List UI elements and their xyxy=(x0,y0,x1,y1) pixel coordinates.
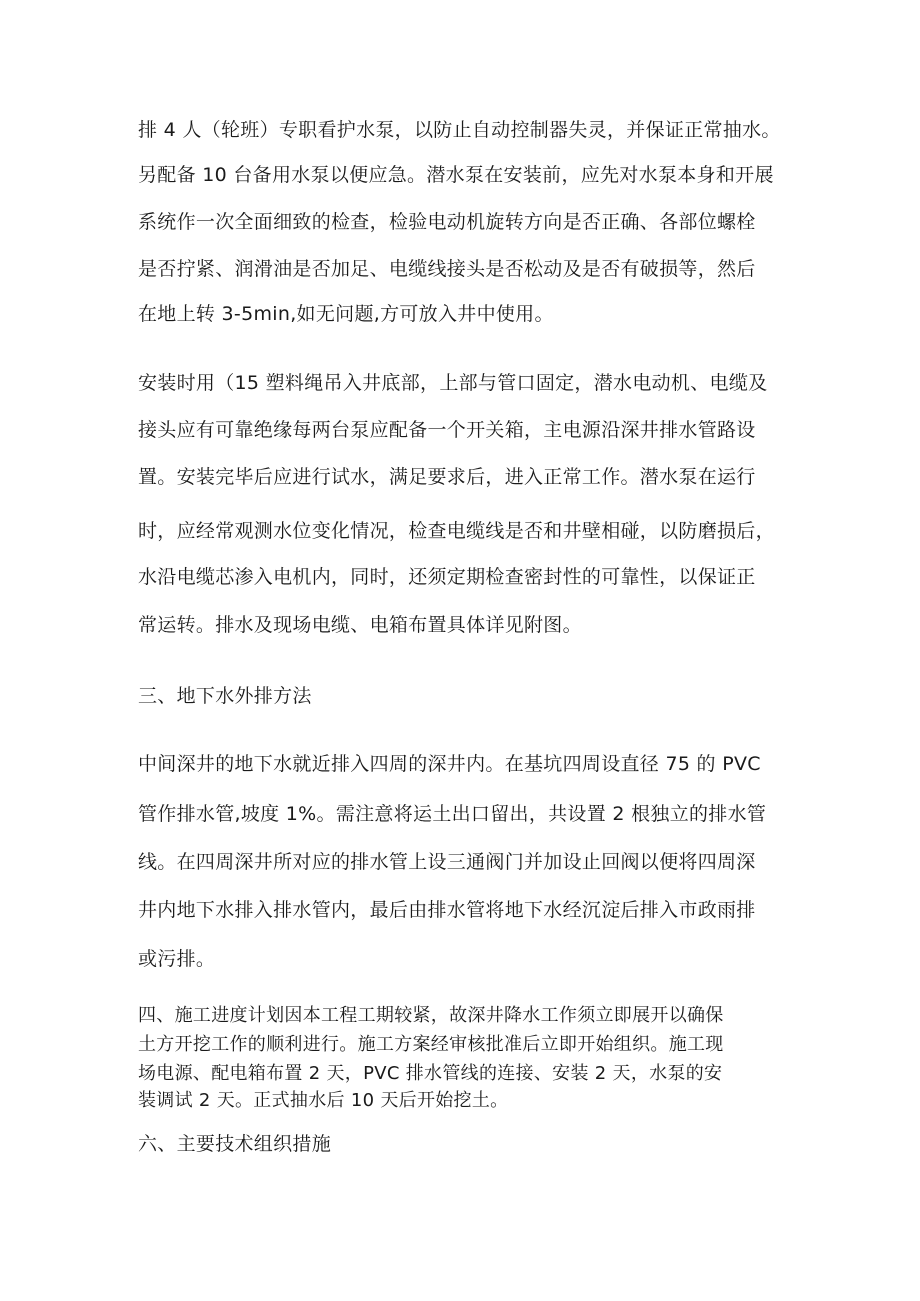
text-line: 管作排水管,坡度 1%。需注意将运土出口留出，共设置 2 根独立的排水管 xyxy=(138,803,767,825)
text-line: 装调试 2 天。正式抽水后 10 天后开始挖土。 xyxy=(138,1090,509,1111)
text-line: 中间深井的地下水就近排入四周的深井内。在基坑四周设直径 75 的 PVC xyxy=(138,753,761,775)
text-line: 井内地下水排入排水管内，最后由排水管将地下水经沉淀后排入市政雨排 xyxy=(138,899,756,921)
text-line: 在地上转 3-5min,如无问题,方可放入井中使用。 xyxy=(138,303,554,325)
text-line: 常运转。排水及现场电缆、电箱布置具体详见附图。 xyxy=(138,614,582,636)
text-line: 线。在四周深井所对应的排水管上设三通阀门并加设止回阀以便将四周深 xyxy=(138,851,756,873)
text-line: 安装时用（15 塑料绳吊入井底部，上部与管口固定，潜水电动机、电缆及 xyxy=(138,372,768,394)
text-line: 四、施工进度计划因本工程工期较紧，故深井降水工作须立即展开以确保 xyxy=(138,1005,724,1026)
text-line: 土方开挖工作的顺利进行。施工方案经审核批准后立即开始组织。施工现 xyxy=(138,1034,724,1055)
text-line: 时，应经常观测水位变化情况，检查电缆线是否和井壁相碰，以防磨损后， xyxy=(138,520,775,542)
text-line: 是否拧紧、润滑油是否加足、电缆线接头是否松动及是否有破损等，然后 xyxy=(138,258,756,280)
section-heading-3: 三、地下水外排方法 xyxy=(138,685,312,707)
text-line: 置。安装完毕后应进行试水，满足要求后，进入正常工作。潜水泵在运行 xyxy=(138,466,756,488)
text-line: 排 4 人（轮班）专职看护水泵，以防止自动控制器失灵，并保证正常抽水。 xyxy=(138,119,781,141)
text-line: 或污排。 xyxy=(138,948,216,970)
text-line: 另配备 10 台备用水泵以便应急。潜水泵在安装前，应先对水泵本身和开展 xyxy=(138,164,774,186)
section-heading-6: 六、主要技术组织措施 xyxy=(138,1133,332,1155)
text-line: 系统作一次全面细致的检查，检验电动机旋转方向是否正确、各部位螺栓 xyxy=(138,211,756,233)
text-line: 接头应有可靠绝缘每两台泵应配备一个开关箱，主电源沿深井排水管路设 xyxy=(138,419,756,441)
text-line: 水沿电缆芯渗入电机内，同时，还须定期检查密封性的可靠性，以保证正 xyxy=(138,566,756,588)
text-line: 场电源、配电箱布置 2 天，PVC 排水管线的连接、安装 2 天，水泵的安 xyxy=(138,1063,723,1084)
